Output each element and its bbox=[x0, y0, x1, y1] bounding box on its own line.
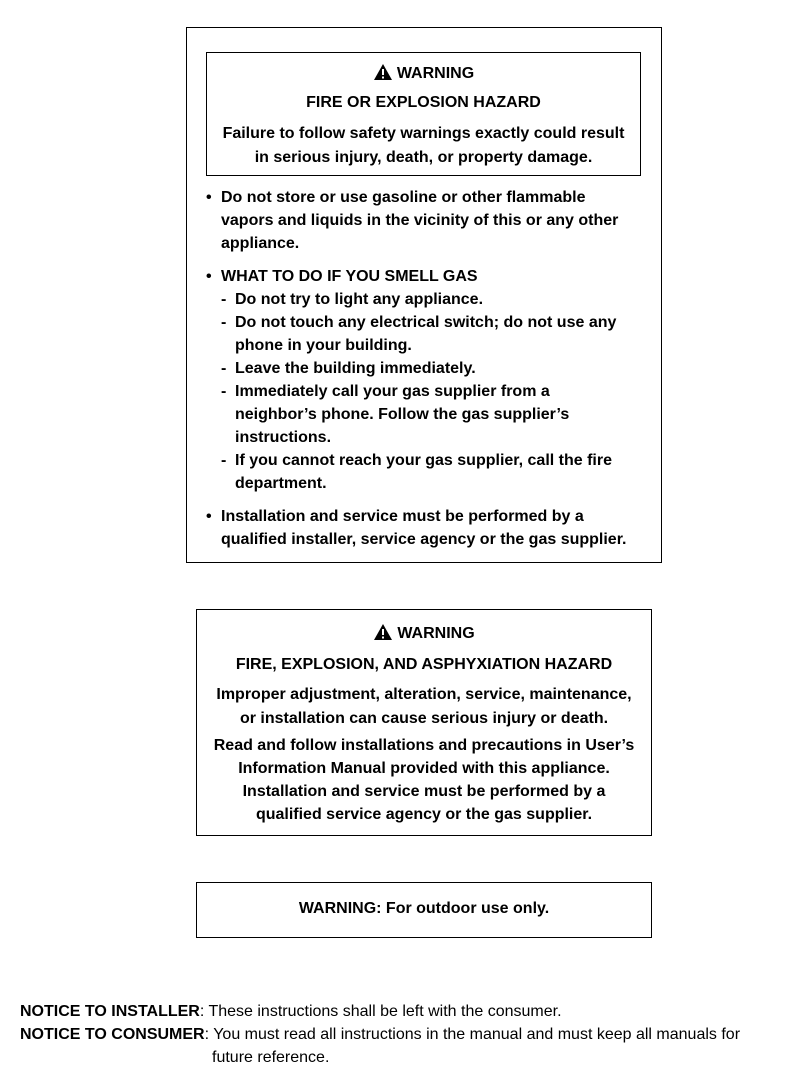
sub-item: - Do not touch any electrical switch; do not use any phone in your building. bbox=[221, 314, 617, 354]
hazard-consequence-text: Failure to follow safety warnings exactly could result in serious injury, death, or property damage. bbox=[222, 125, 625, 166]
notice-to-installer: NOTICE TO INSTALLER: These instructions shall be left with the consumer. bbox=[20, 1003, 562, 1020]
sub-item: - Do not try to light any appliance. bbox=[221, 291, 484, 308]
list-item: • WHAT TO DO IF YOU SMELL GAS - Do not try to light any appliance. - Do not touch any electrical switch; do not use any phone in your building. - Leave the building immediately. - Immediately call your gas supplier from a neighbor’s phone. Follow the gas supplier’s instructions. - If you cannot reach your gas supplier, call the fire department. bbox=[206, 265, 656, 495]
list-item: • Installation and service must be performed by a qualified installer, service agency or the gas supplier. bbox=[206, 508, 627, 548]
list-item: • Do not store or use gasoline or other flammable vapors and liquids in the vicinity of this or any other appliance. bbox=[206, 189, 619, 252]
notice-to-consumer: NOTICE TO CONSUMER: You must read all instructions in the manual and must keep all manuals for bbox=[20, 1026, 741, 1043]
warning-title: WARNING bbox=[207, 63, 640, 83]
sub-item: - Leave the building immediately. bbox=[221, 360, 476, 377]
warning-triangle-icon bbox=[373, 63, 393, 81]
sub-item: - If you cannot reach your gas supplier, call the fire department. bbox=[221, 452, 612, 492]
fire-explosion-warning-header bbox=[206, 52, 641, 176]
notice-to-consumer-continued: future reference. bbox=[212, 1049, 330, 1066]
warning-title: WARNING bbox=[197, 623, 651, 643]
outdoor-use-warning-box bbox=[196, 882, 652, 938]
safety-instructions-list bbox=[206, 186, 656, 561]
hazard-instructions-text: Read and follow installations and precautions in User’s Information Manual provided with this appliance. Installation and service must be performed by a qualified service agency or the gas supplier. bbox=[213, 737, 635, 823]
hazard-subtitle: FIRE OR EXPLOSION HAZARD bbox=[306, 94, 541, 111]
asphyxiation-warning-box bbox=[196, 609, 652, 836]
hazard-consequence-text: Improper adjustment, alteration, service, maintenance, or installation can cause serious injury or death. bbox=[216, 686, 632, 727]
sub-item: - Immediately call your gas supplier from a neighbor’s phone. Follow the gas supplier’s instructions. bbox=[221, 383, 570, 446]
warning-triangle-icon bbox=[373, 623, 393, 641]
outdoor-use-warning-text: WARNING: For outdoor use only. bbox=[298, 900, 550, 917]
hazard-subtitle: FIRE, EXPLOSION, AND ASPHYXIATION HAZARD bbox=[235, 656, 613, 673]
